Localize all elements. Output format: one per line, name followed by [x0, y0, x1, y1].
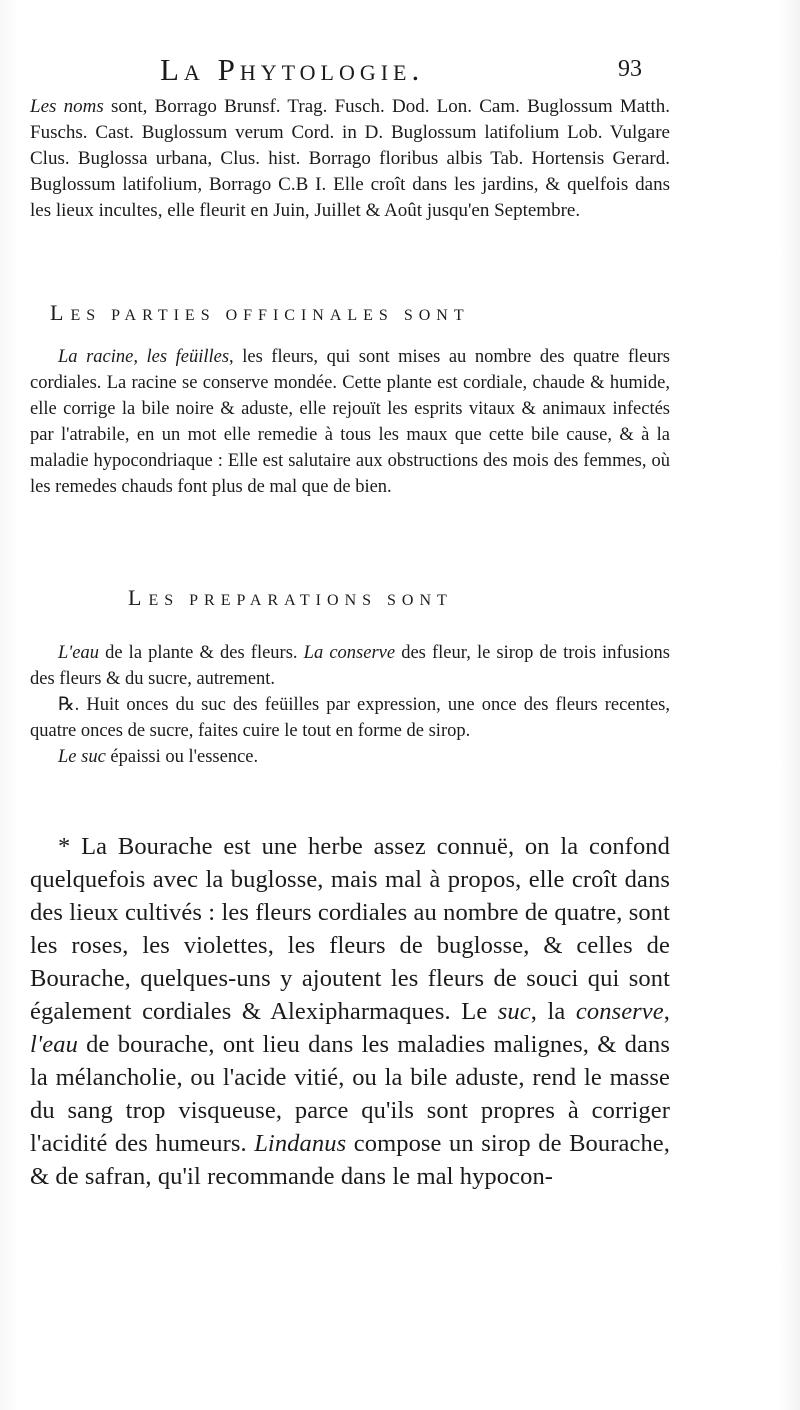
recipe-symbol: ℞.	[58, 695, 80, 715]
prep3-text: épaissi ou l'essence.	[105, 747, 259, 767]
parties-lead: La racine, les feüilles	[58, 347, 230, 367]
parties-paragraph	[30, 344, 670, 500]
note-italic-suc: suc	[497, 998, 531, 1025]
heading-rest: ES PREPARATIONS SONT	[148, 592, 453, 609]
names-text: sont, Borrago Brunsf. Trag. Fusch. Dod. Lon. Cam. Buglossum Matth. Fuschs. Cast. Buglossum verum Cord. in D. Buglossum latifolium Lob. Vulgare Clus. Buglossa urbana, Clus. hist. Borrago floribus albis Tab. Hortensis Gerard. Buglossum latifolium, Borrago C.B I. Elle croît dans les jardins, & quelfois dans les lieux incultes, elle fleurit en Juin, Juillet & Août jusqu'en Septembre.	[30, 96, 670, 221]
parties-text: , les fleurs, qui sont mises au nombre des quatre fleurs cordiales. La racine se conserve mondée. Cette plante est cordiale, chaude & humide, elle corrige la bile noire & aduste, elle rejouït les esprits vitaux & animaux infectés par l'atrabile, en un mot elle remedie à tous les maux que cette bile cause, & à la maladie hypocondriaque : Elle est salutaire aux obstructions des mois des femmes, où les remedes chauds font plus de mal que de bien.	[30, 347, 670, 497]
note-italic-lindanus: Lindanus	[254, 1130, 347, 1157]
note-text-3: ,	[663, 998, 670, 1025]
section-heading-parties	[50, 300, 470, 326]
note-text-5: compose un sirop de Bourache, & de safran, qu'il recommande dans le mal hypocon-	[30, 1130, 670, 1190]
page-number: 93	[618, 56, 642, 82]
footnote-paragraph	[30, 830, 670, 1193]
names-paragraph	[30, 94, 670, 224]
note-text-2: , la	[530, 998, 576, 1025]
running-title: La Phytologie.	[160, 52, 425, 87]
section-heading-preparations	[128, 585, 453, 611]
note-text-1: * La Bourache est une herbe assez connuë, on la confond quelquefois avec la buglosse, mais mal à propos, elle croît dans des lieux cultivés : les fleurs cordiales au nombre de quatre, sont les roses, les violettes, les fleurs de buglosse, & celles de Bourache, quelques-uns y ajoutent les fleurs de souci qui sont également cordiales & Alexipharmaques. Le	[30, 833, 670, 1025]
page-header	[0, 52, 800, 92]
prep-paragraph-3	[30, 744, 670, 770]
prep1-text-b: des fleur, le sirop de trois infusions des fleurs & du sucre, autrement.	[30, 643, 670, 689]
note-italic-conserve: conserve	[575, 998, 664, 1025]
prep1-text-a: de la plante & des fleurs.	[98, 643, 304, 663]
prep-paragraph-1	[30, 640, 670, 692]
prep1-italic-b: La conserve	[303, 643, 396, 663]
names-lead: Les noms	[30, 96, 104, 117]
prep2-text: Huit onces du suc des feüilles par expression, une once des fleurs recentes, quatre onces de sucre, faites cuire le tout en forme de sirop.	[30, 695, 670, 741]
prep-paragraph-2	[30, 692, 670, 744]
prep3-lead: Le suc	[58, 747, 106, 767]
heading-rest: ES PARTIES OFFICINALES SONT	[70, 307, 470, 324]
note-text-4: de bourache, ont lieu dans les maladies malignes, & dans la mélancholie, ou l'acide vitié, ou la bile aduste, rend le masse du sang trop visqueuse, parce qu'ils sont propres à corriger l'acidité des humeurs.	[30, 1031, 670, 1157]
heading-initial: L	[128, 585, 149, 610]
heading-initial: L	[50, 300, 71, 325]
prep1-lead: L'eau	[58, 643, 99, 663]
note-italic-eau: l'eau	[30, 1031, 78, 1058]
preparations-block	[30, 640, 670, 770]
